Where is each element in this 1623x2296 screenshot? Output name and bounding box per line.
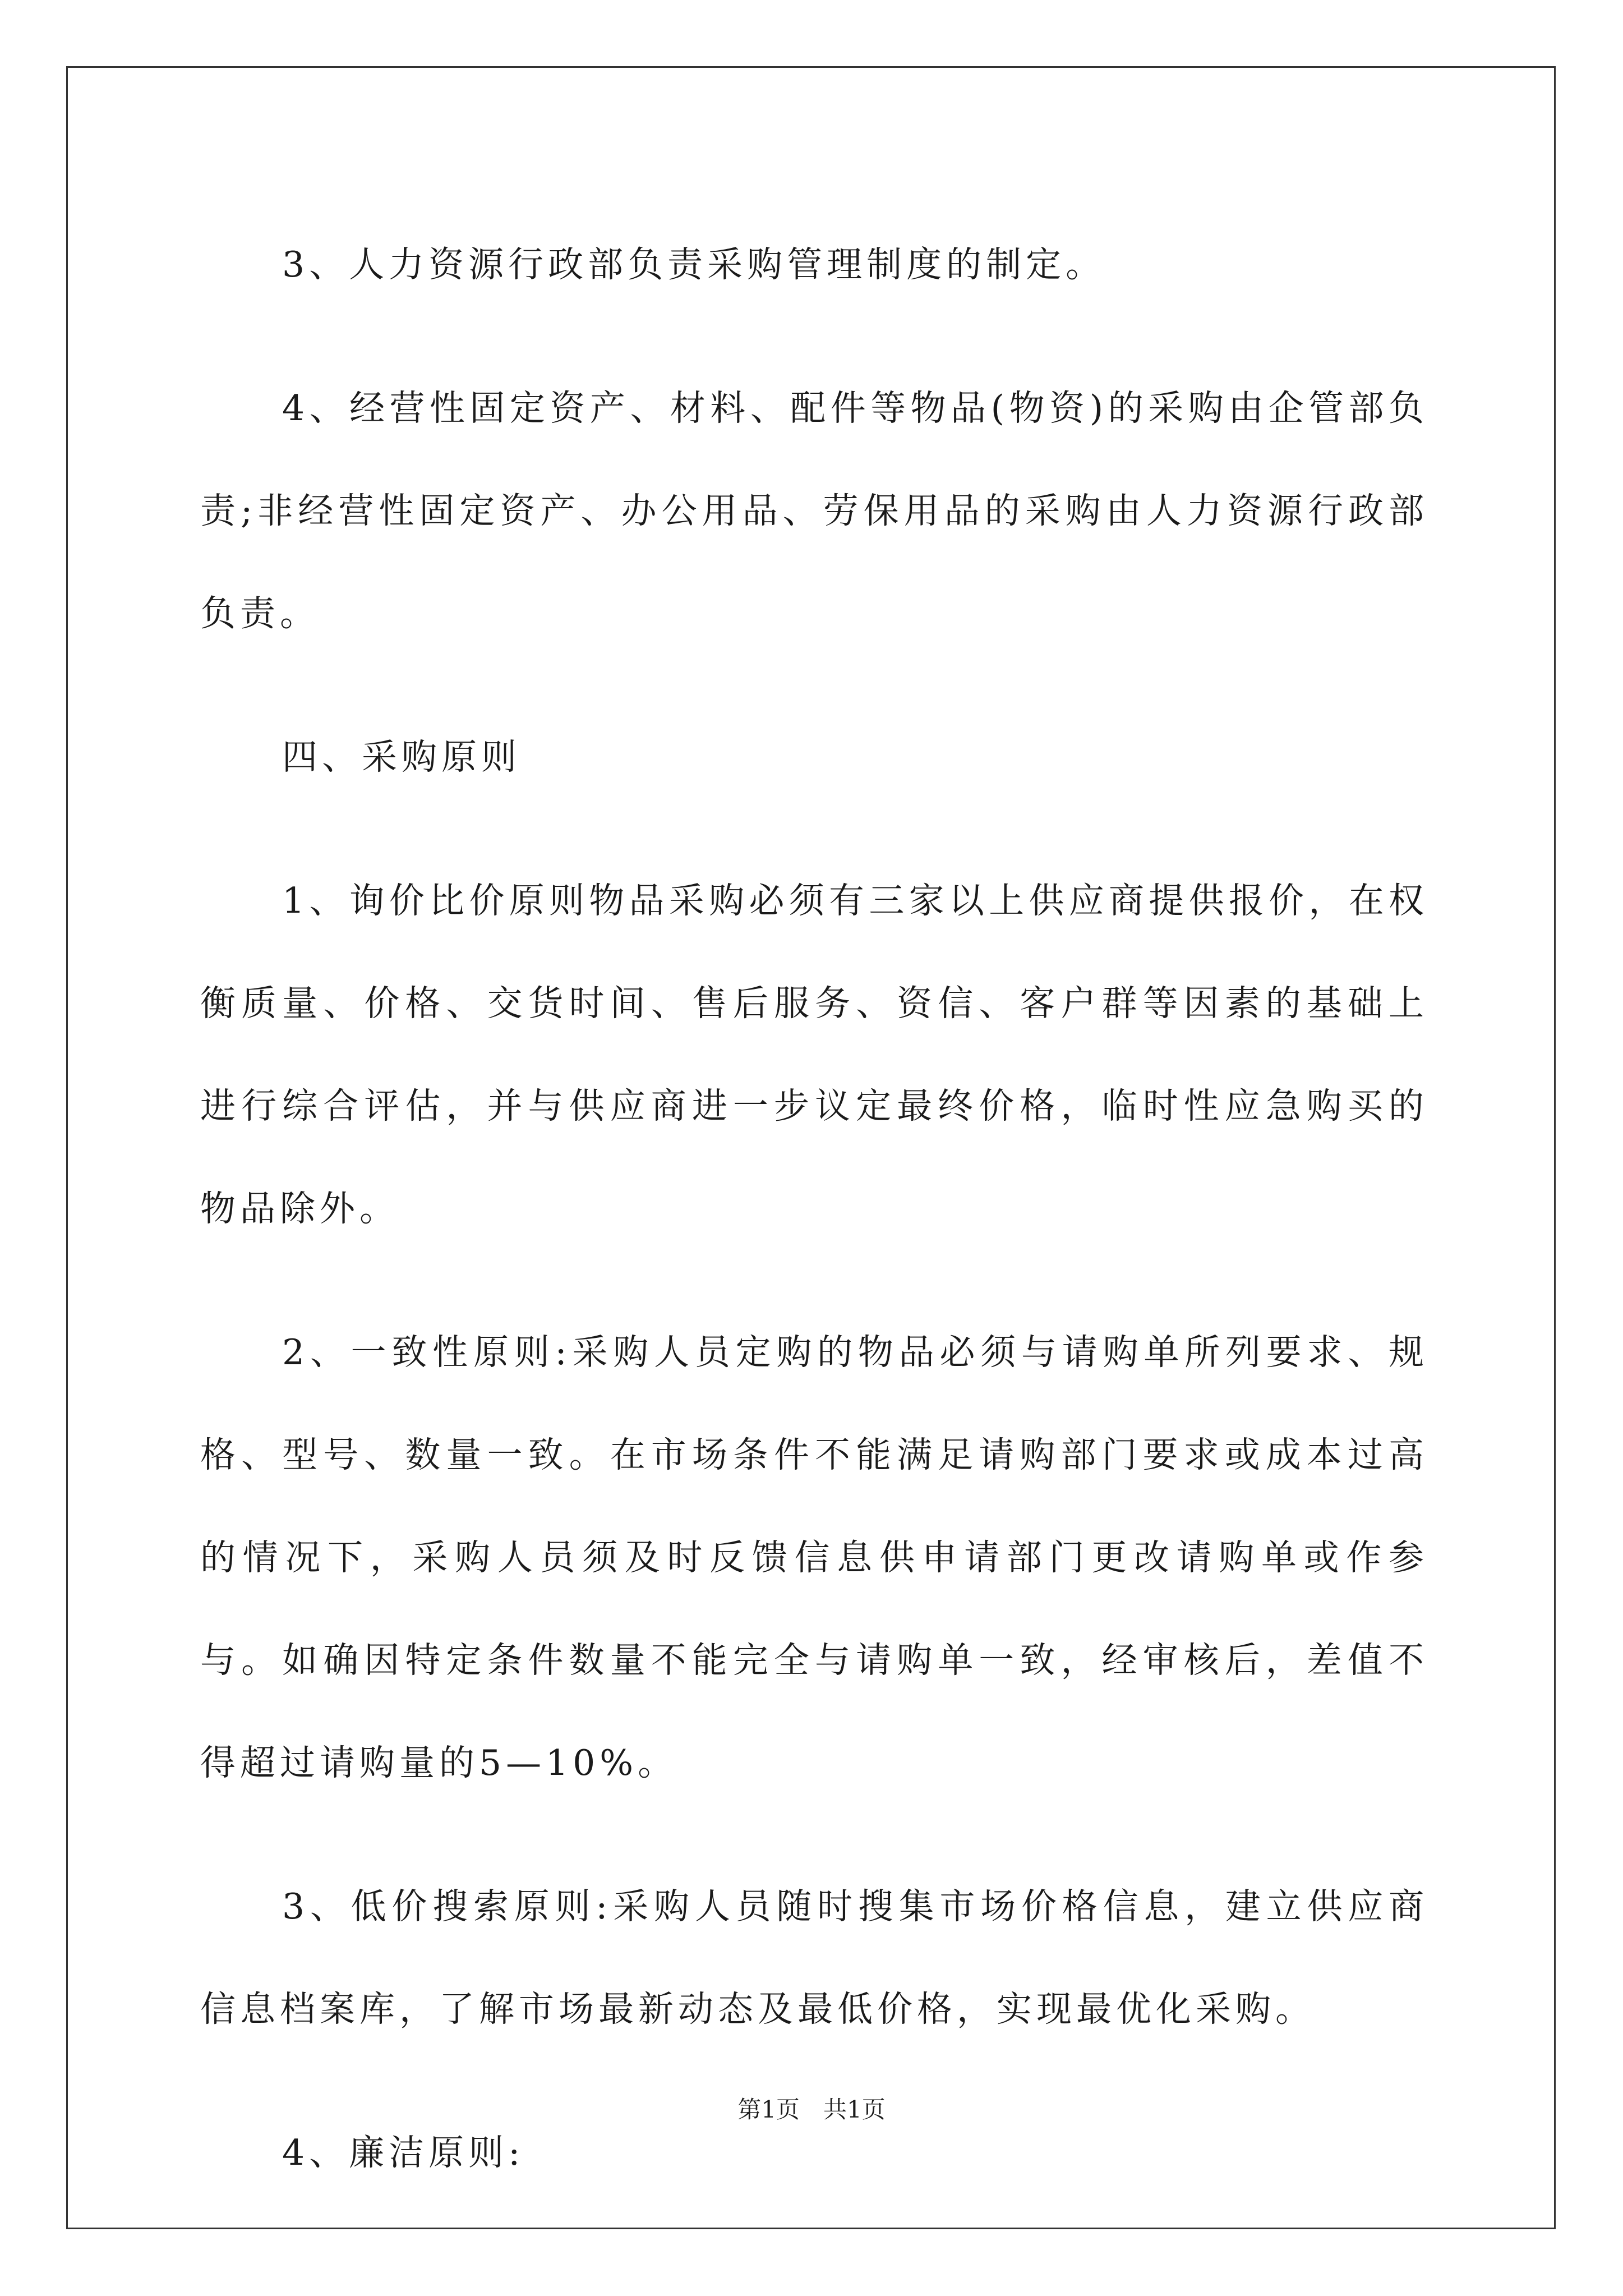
paragraph-3-hr-admin: 3、人力资源行政部负责采购管理制度的制定。 [282,244,1106,285]
paragraph-principle-consistency: 2、一致性原则:采购人员定购的物品必须与请购单所列要求、规格、型号、数量一致。在市场条件不能满足请购部门要求或成本过高的情况下，采购人员须及时反馈信息供申请部门更改请购单或作参与。如确因特定条件数量不能完全与请购单一致，经审核后，差值不得超过请购量的5—10%。 [200,1332,1428,1783]
document-body [200,213,1428,2245]
paragraph-principle-low-price-search: 3、低价搜索原则:采购人员随时搜集市场价格信息，建立供应商信息档案库，了解市场最新动态及最低价格，实现最优化采购。 [200,1886,1428,2030]
paragraph-principle-price-comparison: 1、询价比价原则物品采购必须有三家以上供应商提供报价，在权衡质量、价格、交货时间、售后服务、资信、客户群等因素的基础上进行综合评估，并与供应商进一步议定最终价格，临时性应急购买的物品除外。 [200,880,1428,1229]
paragraph-principle-integrity: 4、廉洁原则: [282,2132,525,2173]
section-heading-procurement-principles: 四、采购原则 [282,737,521,777]
page-footer: 第1页 共1页 [737,2096,886,2123]
paragraph-4-responsibility: 4、经营性固定资产、材料、配件等物品(物资)的采购由企管部负责;非经营性固定资产、办公用品、劳保用品的采购由人力资源行政部负责。 [200,388,1428,634]
